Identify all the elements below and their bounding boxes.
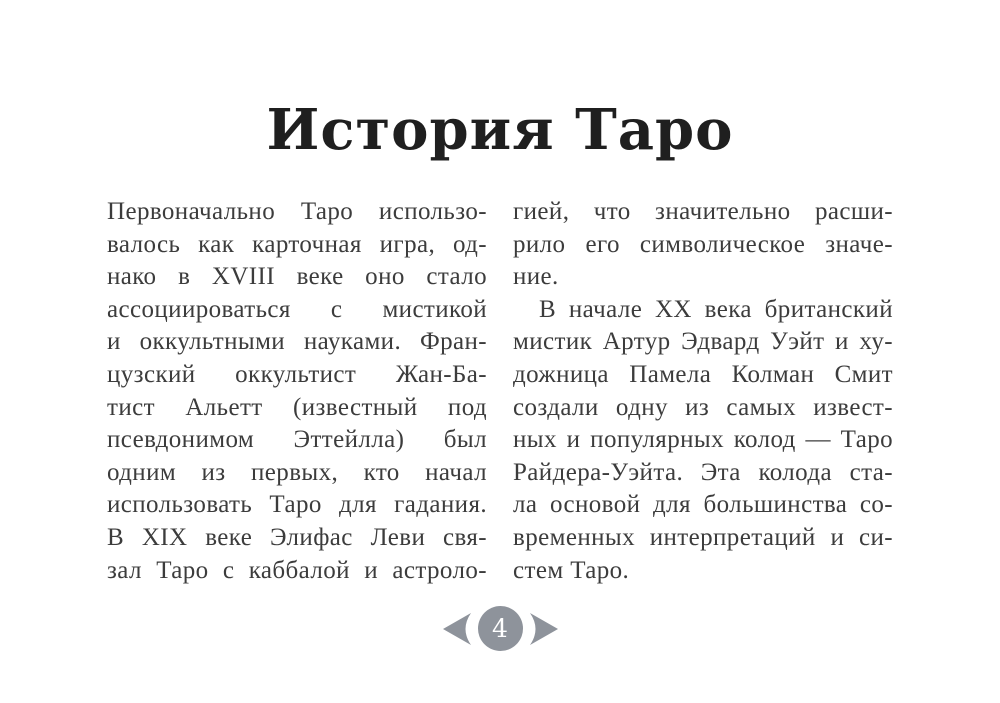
text-line: одним из первых, кто начал xyxy=(107,458,487,486)
text-line: временных интерпретаций и си- xyxy=(513,523,893,551)
text-line: Первоначально Таро использо- xyxy=(107,198,487,225)
text-line: рило его символическое значе- xyxy=(513,230,893,258)
text-line: гией, что значительно расши- xyxy=(513,198,893,225)
text-line: стем Таро. xyxy=(513,556,630,584)
text-line: ных и популярных колод — Таро xyxy=(513,426,893,454)
text-line: цузский оккультист Жан-Ба- xyxy=(107,360,487,388)
text-line: нако в XVIII веке оно стало xyxy=(107,263,487,291)
page-number: 4 xyxy=(492,614,508,643)
text-line: псевдонимом Эттейлла) был xyxy=(107,426,487,454)
text-line: тист Альетт (известный под xyxy=(107,393,487,421)
text-line: ла основой для большинства со- xyxy=(513,491,893,519)
page-number-badge xyxy=(478,606,523,651)
text-line: и оккультными науками. Фран- xyxy=(107,328,487,356)
text-columns xyxy=(107,196,893,587)
text-column-right xyxy=(513,196,893,587)
text-line: зал Таро с каббалой и астроло- xyxy=(107,556,487,584)
text-line: мистик Артур Эдвард Уэйт и ху- xyxy=(513,328,893,356)
text-line: В начале XX века британский xyxy=(539,295,893,323)
text-line: использовать Таро для гадания. xyxy=(107,491,487,519)
text-line: создали одну из самых извест- xyxy=(513,393,893,421)
text-column-left xyxy=(107,196,487,587)
text-line: ассоциироваться с мистикой xyxy=(107,295,487,323)
text-line: В XIX веке Элифас Леви свя- xyxy=(107,523,487,551)
text-line: дожница Памела Колман Смит xyxy=(513,360,893,388)
prev-page-icon[interactable] xyxy=(442,612,472,646)
text-line: Райдера-Уэйта. Эта колода ста- xyxy=(513,458,893,486)
next-page-icon[interactable] xyxy=(529,612,559,646)
pagination xyxy=(0,606,1000,651)
text-line: ние. xyxy=(513,263,559,291)
text-line: валось как карточная игра, од- xyxy=(107,230,487,258)
page-title: История Таро xyxy=(266,97,734,163)
